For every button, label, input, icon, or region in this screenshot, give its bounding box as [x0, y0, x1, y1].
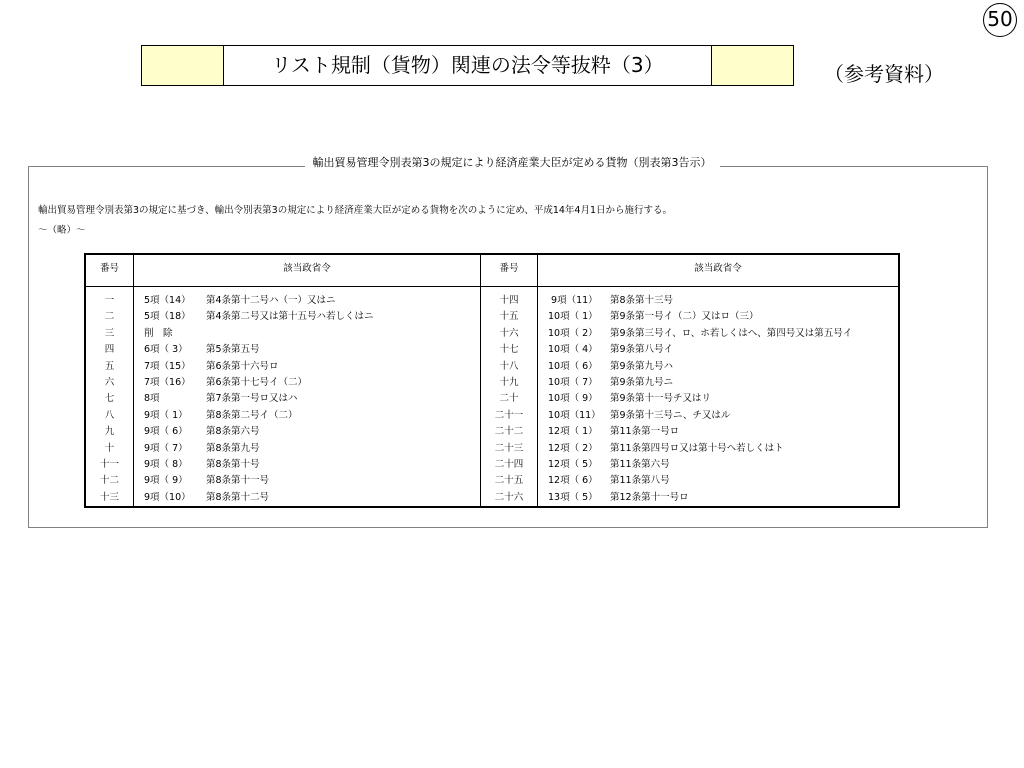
column-right-number — [481, 287, 538, 506]
header-number-right: 番号 — [481, 255, 538, 286]
row-ordinance — [134, 424, 480, 440]
row-number: 二十五 — [494, 475, 524, 487]
header-ordinance-right: 該当政省令 — [694, 263, 742, 274]
row-number: 二十二 — [494, 426, 524, 438]
row-item: 9項（ 7） — [144, 442, 188, 454]
table-header — [86, 255, 898, 287]
row-item: 10項（ 7） — [548, 376, 598, 388]
frame-caption-text: 輸出貿易管理令別表第3の規定により経済産業大臣が定める貨物（別表第3告示） — [305, 156, 720, 169]
row-item: 13項（ 5） — [548, 491, 598, 503]
row-ordinance — [134, 326, 480, 342]
row-reference: 第8条第六号 — [206, 426, 260, 438]
row-item: 10項（ 4） — [548, 344, 598, 356]
row-ordinance — [134, 391, 480, 407]
row-item: 9項（11） — [548, 295, 598, 306]
row-reference: 第8条第十二号 — [206, 491, 270, 503]
row-ordinance — [538, 473, 898, 489]
row-reference: 第11条第八号 — [610, 475, 670, 487]
row-item: 12項（ 1） — [548, 426, 598, 438]
row-number: 十二 — [99, 475, 119, 487]
row-number: 十五 — [499, 311, 519, 323]
row-reference: 第8条第十一号 — [206, 475, 270, 487]
row-ordinance — [538, 441, 898, 457]
row-reference: 第9条第十一号チ又はリ — [610, 393, 712, 405]
row-number: 十六 — [499, 327, 519, 339]
row-item: 7項（15） — [144, 360, 191, 372]
row-reference: 第9条第九号ニ — [610, 376, 674, 388]
title-banner-right-fill — [711, 46, 793, 85]
row-number: 六 — [104, 376, 115, 388]
row-item: 9項（10） — [144, 491, 191, 503]
column-left-number — [86, 287, 134, 506]
row-number: 二十三 — [494, 442, 524, 454]
row-item: 7項（16） — [144, 376, 191, 388]
row-reference: 第6条第十六号ロ — [206, 360, 279, 372]
row-item: 10項（ 9） — [548, 393, 598, 405]
row-number: 二十六 — [494, 491, 524, 503]
row-item: 9項（ 8） — [144, 458, 188, 470]
row-item: 5項（14） — [144, 295, 191, 306]
goods-table — [84, 253, 900, 508]
row-item: 10項（ 1） — [548, 311, 598, 323]
row-item: 削 除 — [144, 327, 173, 339]
row-ordinance — [538, 375, 898, 391]
row-ordinance — [134, 441, 480, 457]
row-number: 十四 — [499, 295, 519, 306]
row-reference: 第9条第十三号ニ、チ又はル — [610, 409, 731, 421]
row-item: 8項 — [144, 393, 160, 405]
row-ordinance — [538, 391, 898, 407]
row-number: 四 — [104, 344, 115, 356]
row-reference: 第6条第十七号イ（二） — [206, 376, 308, 388]
row-ordinance — [134, 375, 480, 391]
row-number: 五 — [104, 360, 115, 372]
row-ordinance — [134, 359, 480, 375]
row-ordinance — [538, 293, 898, 309]
row-item: 10項（11） — [548, 409, 601, 421]
row-reference: 第8条第十号 — [206, 458, 260, 470]
row-reference: 第9条第八号イ — [610, 344, 674, 356]
row-ordinance — [134, 490, 480, 506]
row-ordinance — [134, 309, 480, 325]
frame-caption — [0, 154, 1024, 172]
reference-label: （参考資料） — [824, 62, 944, 86]
intro-text: 輸出貿易管理令別表第3の規定に基づき、輸出令別表第3の規定により経済産業大臣が定める貨物を次のように定め、平成14年4月1日から施行する。 — [38, 205, 673, 216]
row-reference: 第11条第一号ロ — [610, 426, 680, 438]
row-ordinance — [134, 293, 480, 309]
row-item: 10項（ 2） — [548, 327, 598, 339]
row-number: 十七 — [499, 344, 519, 356]
row-item: 12項（ 5） — [548, 458, 598, 470]
row-ordinance — [134, 457, 480, 473]
row-number: 一 — [104, 295, 115, 306]
title-banner — [141, 45, 794, 86]
table-body — [86, 287, 898, 506]
header-number-left: 番号 — [86, 255, 134, 286]
row-number: 九 — [104, 426, 115, 438]
row-ordinance — [538, 490, 898, 506]
row-reference: 第8条第十三号 — [610, 295, 674, 306]
row-ordinance — [538, 309, 898, 325]
title-banner-left-fill — [142, 46, 224, 85]
row-item: 9項（ 9） — [144, 475, 188, 487]
row-reference: 第4条第十二号ハ（一）又はニ — [206, 295, 336, 306]
row-reference: 第5条第五号 — [206, 344, 260, 356]
row-item: 12項（ 2） — [548, 442, 598, 454]
page-title: リスト規制（貨物）関連の法令等抜粋（3） — [224, 46, 711, 85]
row-number: 十九 — [499, 376, 519, 388]
row-reference: 第4条第二号又は第十五号ハ若しくはニ — [206, 311, 374, 323]
row-ordinance — [134, 408, 480, 424]
row-ordinance — [538, 359, 898, 375]
omitted-marker: ～（略）～ — [38, 225, 86, 236]
row-number: 七 — [104, 393, 115, 405]
row-number: 十一 — [99, 458, 119, 470]
row-reference: 第9条第三号イ、ロ、ホ若しくはヘ、第四号又は第五号イ — [610, 327, 853, 339]
row-item: 10項（ 6） — [548, 360, 598, 372]
row-reference: 第11条第四号ロ又は第十号ヘ若しくはト — [610, 442, 784, 454]
row-item: 9項（ 6） — [144, 426, 188, 438]
row-ordinance — [134, 473, 480, 489]
row-reference: 第8条第九号 — [206, 442, 260, 454]
row-number: 二十 — [499, 393, 519, 405]
row-number: 十八 — [499, 360, 519, 372]
column-right-ordinance — [538, 287, 898, 506]
row-reference: 第9条第一号イ（二）又はロ（三） — [610, 311, 759, 323]
row-reference: 第11条第六号 — [610, 458, 670, 470]
row-reference: 第7条第一号ロ又はハ — [206, 393, 298, 405]
row-reference: 第9条第九号ハ — [610, 360, 674, 372]
row-item: 6項（ 3） — [144, 344, 188, 356]
row-item: 12項（ 6） — [548, 475, 598, 487]
row-number: 二十一 — [494, 409, 524, 421]
page-number-badge: 50 — [983, 3, 1017, 37]
row-number: 八 — [104, 409, 115, 421]
row-ordinance — [538, 424, 898, 440]
row-reference: 第12条第十一号ロ — [610, 491, 689, 503]
row-number: 十三 — [99, 491, 119, 503]
column-left-ordinance — [134, 287, 481, 506]
row-ordinance — [538, 342, 898, 358]
row-number: 二 — [104, 311, 115, 323]
row-ordinance — [538, 457, 898, 473]
row-reference: 第8条第二号イ（二） — [206, 409, 298, 421]
header-ordinance-left: 該当政省令 — [134, 255, 481, 286]
row-ordinance — [134, 342, 480, 358]
row-ordinance — [538, 408, 898, 424]
row-number: 三 — [104, 327, 115, 339]
row-ordinance — [538, 326, 898, 342]
row-item: 5項（18） — [144, 311, 191, 323]
row-item: 9項（ 1） — [144, 409, 188, 421]
row-number: 十 — [104, 442, 115, 454]
row-number: 二十四 — [494, 458, 524, 470]
